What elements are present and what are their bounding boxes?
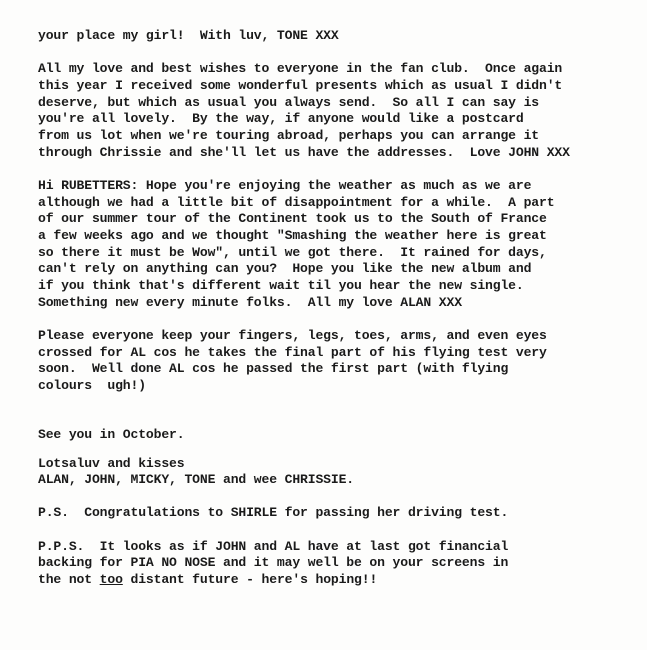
- text-line: can't rely on anything can you? Hope you like the new album and: [38, 261, 532, 277]
- paragraph-john: [38, 61, 638, 161]
- text-line: Please everyone keep your fingers, legs, toes, arms, and even eyes: [38, 328, 547, 344]
- text-line: of our summer tour of the Continent took us to the South of France: [38, 211, 547, 227]
- text-line: colours ugh!): [38, 378, 146, 394]
- text-line: although we had a little bit of disappointment for a while. A part: [38, 194, 555, 210]
- text-line: through Chrissie and she'll let us have the addresses. Love JOHN XXX: [38, 144, 570, 160]
- text-line: so there it must be Wow", until we got there. It rained for days,: [38, 244, 547, 260]
- text-line: soon. Well done AL cos he passed the first part (with flying: [38, 361, 509, 377]
- text-line: deserve, but which as usual you always send. So all I can say is: [38, 94, 539, 110]
- text-fragment: distant future - here's hoping!!: [122, 572, 378, 588]
- sign-off: [38, 456, 638, 489]
- text-line: ALAN, JOHN, MICKY, TONE and wee CHRISSIE.: [38, 472, 355, 488]
- text-line: See you in October.: [38, 426, 185, 442]
- text-line: a few weeks ago and we thought "Smashing the weather here is great: [38, 228, 547, 244]
- postscript: [38, 505, 638, 522]
- text-line: your place my girl! With luv, TONE XXX: [38, 28, 339, 43]
- text-line-last: [38, 572, 638, 589]
- post-postscript: [38, 539, 638, 589]
- text-line: crossed for AL cos he takes the final part of his flying test very: [38, 344, 547, 360]
- paragraph-flying-test: [38, 328, 638, 395]
- text-line: Hi RUBETTERS: Hope you're enjoying the weather as much as we are: [38, 177, 532, 193]
- text-line: backing for PIA NO NOSE and it may well be on your screens in: [38, 555, 509, 571]
- text-line: this year I received some wonderful presents which as usual I didn't: [38, 77, 563, 93]
- text-line: Lotsaluv and kisses: [38, 455, 185, 471]
- letter-body: [38, 28, 638, 589]
- text-line: if you think that's different wait til you hear the new single.: [38, 278, 524, 294]
- text-line: P.S. Congratulations to SHIRLE for passing her driving test.: [38, 505, 509, 521]
- text-line: you're all lovely. By the way, if anyone would like a postcard: [38, 111, 524, 127]
- paragraph-alan: [38, 178, 638, 312]
- underlined-word: too: [99, 572, 123, 588]
- text-line: Something new every minute folks. All my love ALAN XXX: [38, 294, 462, 310]
- text-line: from us lot when we're touring abroad, perhaps you can arrange it: [38, 128, 539, 144]
- closing-line-tone: [38, 28, 638, 45]
- text-line: P.P.S. It looks as if JOHN and AL have at last got financial: [38, 538, 509, 554]
- see-you-line: [38, 427, 638, 444]
- text-fragment: the not: [38, 572, 100, 588]
- text-line: All my love and best wishes to everyone in the fan club. Once again: [38, 61, 563, 77]
